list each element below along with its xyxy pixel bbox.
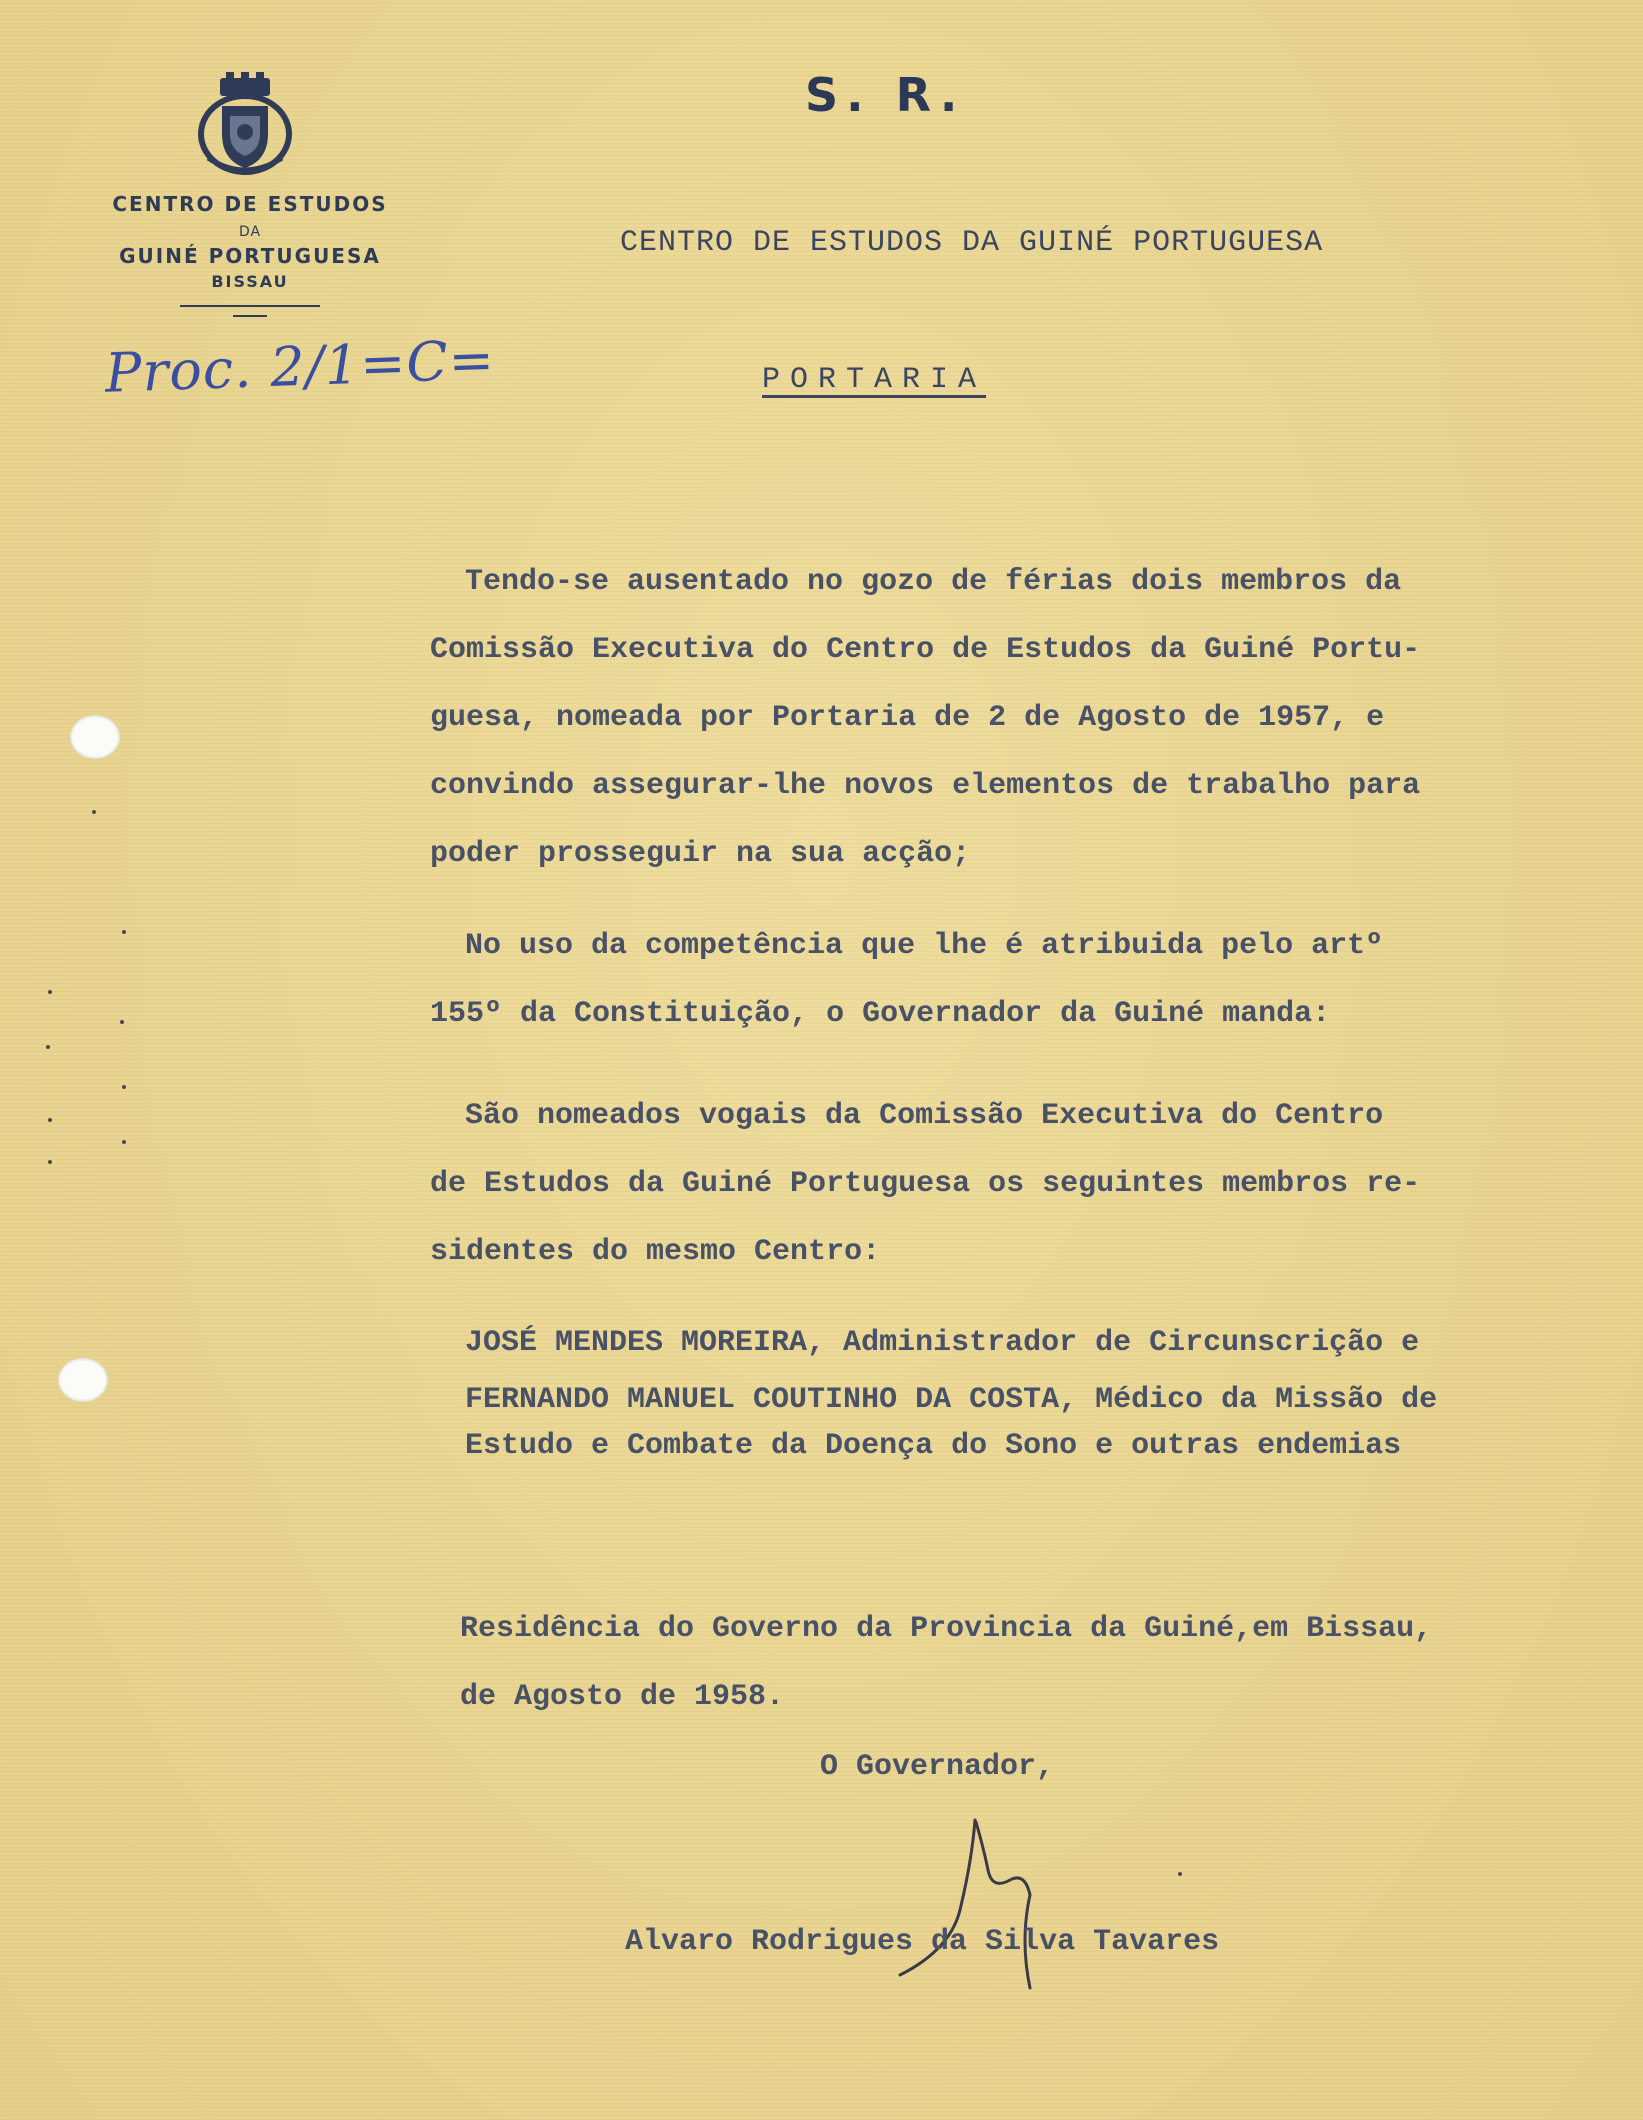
letterhead <box>70 192 430 317</box>
text-line: Residência do Governo da Provincia da Guiné,em Bissau, <box>460 1612 1433 1646</box>
text-line: JOSÉ MENDES MOREIRA, Administrador de Circunscrição e <box>465 1326 1420 1360</box>
paragraph-appointees <box>430 1312 1437 1466</box>
paper-speck <box>46 1045 50 1049</box>
paper-speck <box>122 1140 126 1144</box>
organization-title: CENTRO DE ESTUDOS DA GUINÉ PORTUGUESA <box>620 226 1324 260</box>
text-line: sidentes do mesmo Centro: <box>430 1235 881 1269</box>
letterhead-line-2: DA <box>238 224 262 240</box>
handwritten-signature <box>880 1800 1080 1990</box>
text-line: Comissão Executiva do Centro de Estudos da Guiné Portu- <box>430 633 1421 667</box>
text-line: de Agosto de 1958. <box>460 1680 785 1714</box>
paper-speck <box>48 990 52 994</box>
text-line: FERNANDO MANUEL COUTINHO DA COSTA, Médico da Missão de <box>465 1383 1438 1417</box>
text-line: de Estudos da Guiné Portuguesa os seguintes membros re- <box>430 1167 1421 1201</box>
text-line: convindo assegurar-lhe novos elementos de trabalho para <box>430 769 1421 803</box>
paper-speck <box>48 1160 52 1164</box>
text-line: 155º da Constituição, o Governador da Guiné manda: <box>430 997 1331 1031</box>
punch-hole <box>58 1358 108 1402</box>
paragraph-place-date <box>460 1595 1432 1731</box>
signer-title: O Governador, <box>820 1750 1055 1784</box>
text-line: guesa, nomeada por Portaria de 2 de Agosto de 1957, e <box>430 701 1385 735</box>
paragraph-authority <box>430 912 1383 1048</box>
letterhead-line-4: BISSAU <box>211 272 289 291</box>
paper-speck <box>122 1085 126 1089</box>
letterhead-short-rule <box>233 315 267 317</box>
document-type-heading: PORTARIA <box>762 363 987 397</box>
paper-speck <box>48 1118 52 1122</box>
text-line: No uso da competência que lhe é atribuida pelo artº <box>465 929 1384 963</box>
letterhead-line-1: CENTRO DE ESTUDOS <box>112 192 388 216</box>
paper-speck <box>92 810 96 814</box>
text-line: São nomeados vogais da Comissão Executiva do Centro <box>465 1099 1384 1133</box>
punch-hole <box>70 715 120 759</box>
paragraph-appointment <box>430 1082 1420 1286</box>
paper-speck <box>1178 1872 1182 1876</box>
sr-heading: S. R. <box>805 68 966 122</box>
coat-of-arms-emblem <box>190 72 300 182</box>
text-line: poder prosseguir na sua acção; <box>430 837 971 871</box>
text-line: Tendo-se ausentado no gozo de férias dois membros da <box>465 565 1402 599</box>
paper-speck <box>120 1020 124 1024</box>
paragraph-preamble <box>430 548 1420 888</box>
letterhead-rule <box>180 305 320 307</box>
signer-name: Alvaro Rodrigues da Silva Tavares <box>625 1925 1220 1959</box>
text-line: Estudo e Combate da Doença do Sono e outras endemias <box>465 1429 1402 1463</box>
letterhead-line-3: GUINÉ PORTUGUESA <box>119 244 381 268</box>
paper-speck <box>122 930 126 934</box>
handwritten-process-note: Proc. 2/1=C= <box>104 328 496 405</box>
